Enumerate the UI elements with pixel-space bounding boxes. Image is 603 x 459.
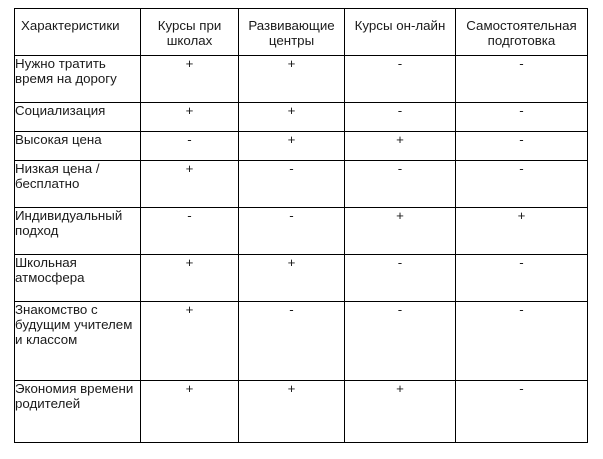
cell-value: + xyxy=(141,103,239,132)
table-row xyxy=(15,56,588,103)
cell-value: - xyxy=(456,132,588,161)
row-label: Низкая цена / бесплатно xyxy=(15,161,141,208)
table-row xyxy=(15,103,588,132)
cell-value: - xyxy=(456,255,588,302)
cell-value: + xyxy=(239,103,345,132)
cell-value: + xyxy=(345,132,456,161)
table-row xyxy=(15,302,588,381)
cell-value: - xyxy=(456,381,588,443)
table-row xyxy=(15,208,588,255)
row-label: Индивидуальный подход xyxy=(15,208,141,255)
cell-value: + xyxy=(141,381,239,443)
cell-value: + xyxy=(456,208,588,255)
cell-value: + xyxy=(141,255,239,302)
table-row xyxy=(15,161,588,208)
cell-value: + xyxy=(141,161,239,208)
cell-value: - xyxy=(141,132,239,161)
cell-value: - xyxy=(345,103,456,132)
cell-value: - xyxy=(345,255,456,302)
header-online-courses: Курсы он-лайн xyxy=(345,9,456,56)
table-row xyxy=(15,381,588,443)
comparison-table xyxy=(14,8,588,443)
cell-value: - xyxy=(239,302,345,381)
header-self-preparation: Самостоятельная подготовка xyxy=(456,9,588,56)
header-development-centers: Развивающие центры xyxy=(239,9,345,56)
cell-value: + xyxy=(345,208,456,255)
row-label: Социализация xyxy=(15,103,141,132)
cell-value: + xyxy=(345,381,456,443)
cell-value: - xyxy=(345,302,456,381)
cell-value: - xyxy=(456,56,588,103)
row-label: Знакомство с будущим учителем и классом xyxy=(15,302,141,381)
cell-value: + xyxy=(239,381,345,443)
cell-value: - xyxy=(239,161,345,208)
cell-value: - xyxy=(345,161,456,208)
cell-value: + xyxy=(141,56,239,103)
cell-value: + xyxy=(239,132,345,161)
cell-value: - xyxy=(456,161,588,208)
cell-value: + xyxy=(239,56,345,103)
table-header-row xyxy=(15,9,588,56)
cell-value: - xyxy=(141,208,239,255)
row-label: Нужно тратить время на дорогу xyxy=(15,56,141,103)
cell-value: - xyxy=(345,56,456,103)
header-characteristics: Характеристики xyxy=(15,9,141,56)
cell-value: - xyxy=(456,103,588,132)
header-school-courses: Курсы при школах xyxy=(141,9,239,56)
table-row xyxy=(15,132,588,161)
row-label: Экономия времени родителей xyxy=(15,381,141,443)
table-row xyxy=(15,255,588,302)
cell-value: - xyxy=(456,302,588,381)
cell-value: + xyxy=(141,302,239,381)
cell-value: + xyxy=(239,255,345,302)
row-label: Высокая цена xyxy=(15,132,141,161)
cell-value: - xyxy=(239,208,345,255)
row-label: Школьная атмосфера xyxy=(15,255,141,302)
